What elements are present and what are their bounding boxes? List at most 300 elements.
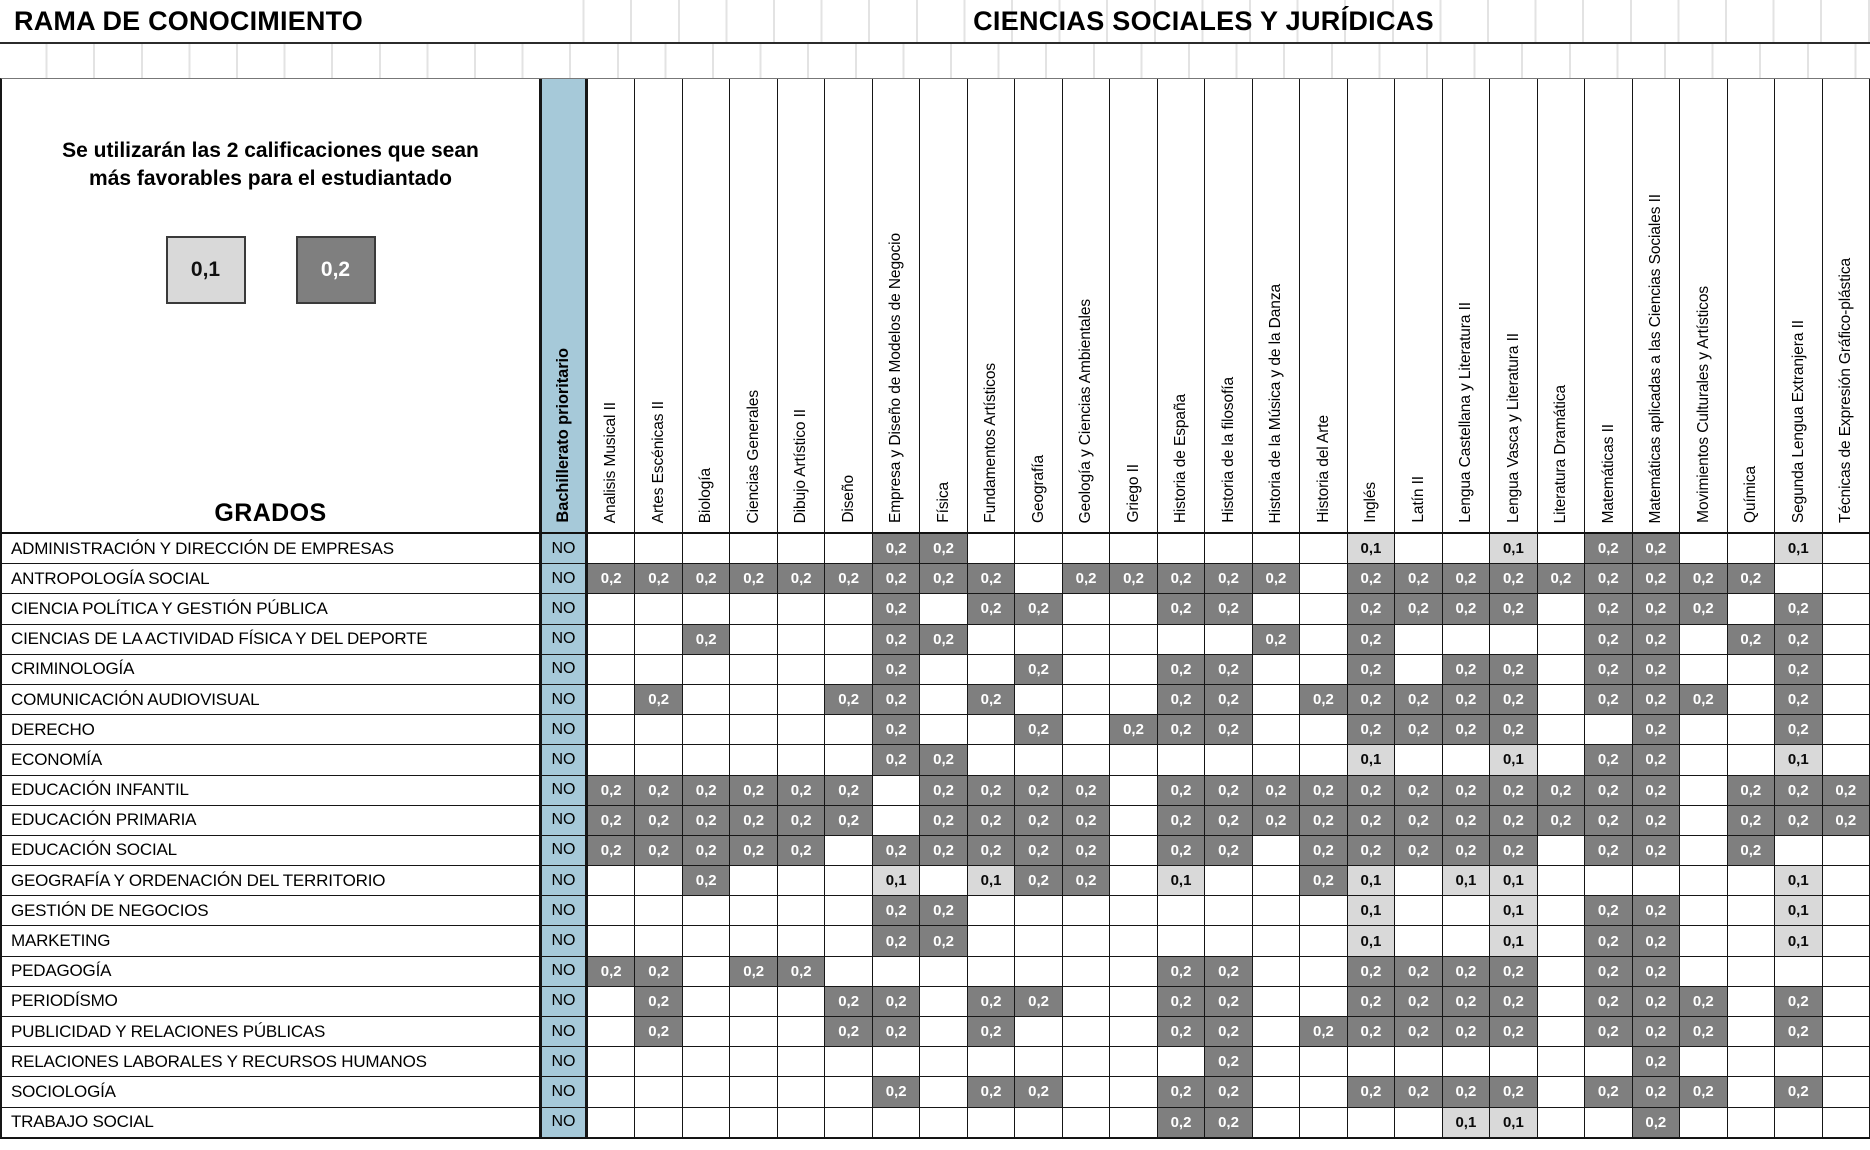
empty-weight-cell — [1110, 866, 1157, 896]
empty-weight-cell — [1158, 926, 1205, 956]
weight-cell: 0,2 — [1348, 987, 1395, 1017]
empty-weight-cell — [1680, 745, 1727, 775]
weight-cell: 0,2 — [1728, 836, 1775, 866]
grade-row-label: PERIODÍSMO — [2, 987, 539, 1017]
empty-weight-cell — [920, 594, 967, 624]
empty-weight-cell — [1728, 685, 1775, 715]
empty-weight-cell — [920, 866, 967, 896]
weight-cell: 0,2 — [1063, 836, 1110, 866]
empty-weight-cell — [1443, 534, 1490, 564]
empty-weight-cell — [730, 715, 777, 745]
empty-weight-cell — [588, 1108, 635, 1138]
empty-weight-cell — [1823, 836, 1870, 866]
subject-header — [1348, 79, 1395, 534]
empty-weight-cell — [1300, 745, 1347, 775]
empty-weight-cell — [825, 534, 872, 564]
empty-weight-cell — [968, 534, 1015, 564]
subject-header-label: Historia de la filosofía — [1219, 377, 1237, 523]
weight-cell: 0,2 — [1063, 806, 1110, 836]
weight-cell: 0,2 — [1680, 1017, 1727, 1047]
empty-weight-cell — [1015, 564, 1062, 594]
weight-cell: 0,2 — [1490, 655, 1537, 685]
empty-weight-cell — [825, 594, 872, 624]
weight-cell: 0,2 — [730, 776, 777, 806]
empty-weight-cell — [635, 534, 682, 564]
empty-weight-cell — [588, 745, 635, 775]
empty-weight-cell — [825, 1077, 872, 1107]
subject-header-label: Técnicas de Expresión Gráfico-plástica — [1837, 258, 1854, 523]
bachillerato-cell: NO — [539, 745, 588, 775]
empty-weight-cell — [1253, 685, 1300, 715]
empty-weight-cell — [1538, 1047, 1585, 1077]
weight-cell: 0,2 — [778, 806, 825, 836]
weight-cell: 0,2 — [588, 776, 635, 806]
weight-cell: 0,2 — [1158, 1017, 1205, 1047]
weight-cell: 0,2 — [1158, 987, 1205, 1017]
weight-cell: 0,2 — [1585, 534, 1632, 564]
weight-cell: 0,1 — [1443, 1108, 1490, 1138]
weight-cell: 0,2 — [588, 806, 635, 836]
weight-cell: 0,2 — [1158, 1108, 1205, 1138]
weight-cell: 0,2 — [1015, 836, 1062, 866]
weight-cell: 0,2 — [1775, 625, 1822, 655]
weight-cell: 0,2 — [1205, 1077, 1252, 1107]
empty-weight-cell — [1205, 745, 1252, 775]
weight-cell: 0,2 — [1395, 1017, 1442, 1047]
bachillerato-cell: NO — [539, 926, 588, 956]
weight-cell: 0,2 — [1633, 1047, 1680, 1077]
empty-weight-cell — [1063, 1017, 1110, 1047]
weight-cell: 0,2 — [1443, 1077, 1490, 1107]
weight-cell: 0,2 — [1063, 564, 1110, 594]
weight-cell: 0,1 — [1158, 866, 1205, 896]
weight-cell: 0,2 — [1490, 1077, 1537, 1107]
empty-weight-cell — [1538, 655, 1585, 685]
empty-weight-cell — [778, 866, 825, 896]
empty-weight-cell — [1205, 926, 1252, 956]
weight-cell: 0,2 — [1728, 625, 1775, 655]
subject-header-label: Ciencias Generales — [744, 389, 762, 523]
weight-cell: 0,2 — [1300, 1017, 1347, 1047]
bachillerato-cell: NO — [539, 1077, 588, 1107]
bachillerato-header-label: Bachillerato prioritario — [554, 348, 573, 523]
empty-weight-cell — [1253, 926, 1300, 956]
subject-header — [873, 79, 920, 534]
weight-cell: 0,2 — [873, 685, 920, 715]
weight-cell: 0,2 — [1395, 1077, 1442, 1107]
empty-weight-cell — [1680, 625, 1727, 655]
weight-cell: 0,2 — [1348, 836, 1395, 866]
weight-cell: 0,2 — [1300, 685, 1347, 715]
weight-cell: 0,2 — [1680, 1077, 1727, 1107]
weight-cell: 0,2 — [1538, 776, 1585, 806]
empty-weight-cell — [1680, 896, 1727, 926]
weight-cell: 0,2 — [825, 776, 872, 806]
empty-weight-cell — [968, 625, 1015, 655]
empty-weight-cell — [1538, 745, 1585, 775]
weight-cell: 0,2 — [1253, 564, 1300, 594]
grade-row-label: CIENCIA POLÍTICA Y GESTIÓN PÚBLICA — [2, 594, 539, 624]
weight-cell: 0,2 — [1490, 594, 1537, 624]
weight-cell: 0,2 — [1633, 896, 1680, 926]
weight-cell: 0,2 — [1775, 655, 1822, 685]
empty-weight-cell — [778, 926, 825, 956]
weight-cell: 0,2 — [635, 836, 682, 866]
empty-weight-cell — [1110, 776, 1157, 806]
empty-weight-cell — [1538, 836, 1585, 866]
weight-cell: 0,2 — [1490, 836, 1537, 866]
subject-header — [825, 79, 872, 534]
weight-cell: 0,2 — [920, 564, 967, 594]
subject-header-label: Analisis Musical II — [602, 401, 620, 523]
weight-cell: 0,2 — [825, 1017, 872, 1047]
weight-cell: 0,2 — [1063, 866, 1110, 896]
empty-weight-cell — [588, 1017, 635, 1047]
bachillerato-cell: NO — [539, 655, 588, 685]
empty-weight-cell — [1728, 987, 1775, 1017]
empty-weight-cell — [1680, 776, 1727, 806]
empty-weight-cell — [1063, 1108, 1110, 1138]
empty-weight-cell — [730, 745, 777, 775]
weight-cell: 0,2 — [1443, 806, 1490, 836]
empty-weight-cell — [1253, 594, 1300, 624]
subject-header — [1823, 79, 1870, 534]
weight-cell: 0,2 — [873, 655, 920, 685]
weight-cell: 0,2 — [683, 625, 730, 655]
weight-cell: 0,2 — [635, 776, 682, 806]
empty-weight-cell — [1823, 1017, 1870, 1047]
empty-weight-cell — [1728, 1108, 1775, 1138]
empty-weight-cell — [1823, 1047, 1870, 1077]
weight-cell: 0,2 — [1205, 655, 1252, 685]
empty-weight-cell — [1110, 625, 1157, 655]
empty-weight-cell — [778, 594, 825, 624]
weight-cell: 0,2 — [1585, 685, 1632, 715]
empty-weight-cell — [825, 926, 872, 956]
grade-row-label: SOCIOLOGÍA — [2, 1077, 539, 1107]
weight-cell: 0,1 — [1490, 745, 1537, 775]
weight-cell: 0,1 — [1775, 926, 1822, 956]
empty-weight-cell — [1253, 1047, 1300, 1077]
empty-weight-cell — [1538, 715, 1585, 745]
subject-header — [1728, 79, 1775, 534]
empty-weight-cell — [1158, 1047, 1205, 1077]
empty-weight-cell — [1015, 745, 1062, 775]
weight-cell: 0,2 — [1348, 655, 1395, 685]
empty-weight-cell — [1253, 1017, 1300, 1047]
empty-weight-cell — [1015, 1047, 1062, 1077]
bachillerato-cell: NO — [539, 715, 588, 745]
weight-cell: 0,2 — [1348, 564, 1395, 594]
empty-weight-cell — [1110, 836, 1157, 866]
subject-header — [730, 79, 777, 534]
empty-weight-cell — [1538, 957, 1585, 987]
weight-cell: 0,2 — [1395, 957, 1442, 987]
weight-cell: 0,2 — [635, 564, 682, 594]
empty-weight-cell — [1110, 594, 1157, 624]
empty-weight-cell — [825, 1108, 872, 1138]
empty-weight-cell — [1728, 1047, 1775, 1077]
weight-cell: 0,2 — [1585, 594, 1632, 624]
weight-cell: 0,2 — [1633, 987, 1680, 1017]
empty-weight-cell — [968, 957, 1015, 987]
bachillerato-cell: NO — [539, 534, 588, 564]
empty-weight-cell — [1728, 896, 1775, 926]
empty-weight-cell — [920, 1017, 967, 1047]
empty-weight-cell — [683, 926, 730, 956]
weight-cell: 0,2 — [920, 926, 967, 956]
empty-weight-cell — [588, 685, 635, 715]
subject-header-label: Historia de la Música y de la Danza — [1267, 283, 1285, 523]
empty-weight-cell — [968, 1108, 1015, 1138]
empty-weight-cell — [1775, 957, 1822, 987]
empty-weight-cell — [588, 926, 635, 956]
empty-weight-cell — [635, 625, 682, 655]
empty-weight-cell — [1015, 926, 1062, 956]
weight-cell: 0,2 — [968, 1077, 1015, 1107]
empty-weight-cell — [683, 1017, 730, 1047]
empty-weight-cell — [1158, 625, 1205, 655]
weight-cell: 0,2 — [1633, 806, 1680, 836]
empty-weight-cell — [1585, 1108, 1632, 1138]
empty-weight-cell — [825, 836, 872, 866]
weight-cell: 0,2 — [1633, 564, 1680, 594]
weight-cell: 0,2 — [1585, 926, 1632, 956]
weight-cell: 0,2 — [683, 866, 730, 896]
empty-weight-cell — [1300, 715, 1347, 745]
empty-weight-cell — [1110, 806, 1157, 836]
weight-cell: 0,1 — [873, 866, 920, 896]
empty-weight-cell — [1395, 926, 1442, 956]
title-row — [0, 0, 1870, 44]
weight-cell: 0,2 — [588, 564, 635, 594]
subject-header-label: Matemáticas II — [1599, 423, 1617, 523]
weight-cell: 0,2 — [1728, 806, 1775, 836]
empty-weight-cell — [1728, 926, 1775, 956]
empty-weight-cell — [1395, 1047, 1442, 1077]
weight-cell: 0,2 — [873, 1077, 920, 1107]
empty-weight-cell — [1395, 655, 1442, 685]
weight-cell: 0,2 — [873, 896, 920, 926]
weight-cell: 0,2 — [873, 564, 920, 594]
empty-weight-cell — [1158, 745, 1205, 775]
weight-cell: 0,2 — [968, 836, 1015, 866]
weight-cell: 0,2 — [730, 806, 777, 836]
empty-weight-cell — [968, 655, 1015, 685]
weight-cell: 0,2 — [1775, 1077, 1822, 1107]
empty-weight-cell — [1443, 926, 1490, 956]
empty-weight-cell — [968, 926, 1015, 956]
grade-row-label: CIENCIAS DE LA ACTIVIDAD FÍSICA Y DEL DEPORTE — [2, 625, 539, 655]
empty-weight-cell — [1585, 1047, 1632, 1077]
weight-cell: 0,2 — [1680, 685, 1727, 715]
empty-weight-cell — [1300, 625, 1347, 655]
weight-cell: 0,2 — [1585, 655, 1632, 685]
weight-cell: 0,2 — [873, 625, 920, 655]
empty-weight-cell — [1253, 655, 1300, 685]
weight-cell: 0,1 — [1490, 866, 1537, 896]
weight-cell: 0,2 — [873, 836, 920, 866]
weight-cell: 0,2 — [683, 776, 730, 806]
weight-cell: 0,1 — [1490, 1108, 1537, 1138]
grade-row-label: RELACIONES LABORALES Y RECURSOS HUMANOS — [2, 1047, 539, 1077]
grade-row-label: ANTROPOLOGÍA SOCIAL — [2, 564, 539, 594]
empty-weight-cell — [1063, 534, 1110, 564]
empty-weight-cell — [1110, 926, 1157, 956]
empty-weight-cell — [1348, 1108, 1395, 1138]
weight-cell: 0,2 — [1300, 806, 1347, 836]
empty-weight-cell — [1395, 745, 1442, 775]
grade-row-label: EDUCACIÓN INFANTIL — [2, 776, 539, 806]
empty-weight-cell — [730, 1047, 777, 1077]
empty-weight-cell — [730, 534, 777, 564]
empty-weight-cell — [1728, 866, 1775, 896]
empty-weight-cell — [1538, 625, 1585, 655]
empty-weight-cell — [730, 987, 777, 1017]
weight-cell: 0,2 — [873, 534, 920, 564]
weight-cell: 0,2 — [635, 685, 682, 715]
subject-header-label: Empresa y Diseño de Modelos de Negocio — [887, 233, 905, 523]
empty-weight-cell — [1300, 926, 1347, 956]
weight-cell: 0,2 — [1633, 1077, 1680, 1107]
grade-row-label: MARKETING — [2, 926, 539, 956]
empty-weight-cell — [1300, 957, 1347, 987]
weight-cell: 0,2 — [1300, 836, 1347, 866]
weight-cell: 0,2 — [1205, 957, 1252, 987]
empty-weight-cell — [1110, 1077, 1157, 1107]
empty-weight-cell — [920, 715, 967, 745]
bachillerato-cell: NO — [539, 1017, 588, 1047]
weight-cell: 0,2 — [1158, 836, 1205, 866]
empty-weight-cell — [1538, 926, 1585, 956]
empty-weight-cell — [1823, 1108, 1870, 1138]
empty-weight-cell — [1443, 1047, 1490, 1077]
weight-cell: 0,2 — [968, 987, 1015, 1017]
subject-header — [683, 79, 730, 534]
empty-weight-cell — [1063, 625, 1110, 655]
weight-cell: 0,2 — [778, 776, 825, 806]
weight-cell: 0,2 — [1395, 806, 1442, 836]
empty-weight-cell — [730, 896, 777, 926]
weight-cell: 0,2 — [1585, 1017, 1632, 1047]
weight-cell: 0,2 — [1015, 1077, 1062, 1107]
empty-weight-cell — [588, 534, 635, 564]
weight-cell: 0,2 — [1253, 625, 1300, 655]
empty-weight-cell — [1063, 926, 1110, 956]
weight-cell: 0,2 — [1728, 776, 1775, 806]
empty-weight-cell — [635, 1077, 682, 1107]
empty-weight-cell — [683, 715, 730, 745]
empty-weight-cell — [635, 866, 682, 896]
empty-weight-cell — [1063, 685, 1110, 715]
empty-weight-cell — [1063, 594, 1110, 624]
weight-cell: 0,2 — [920, 776, 967, 806]
empty-weight-cell — [588, 655, 635, 685]
bachillerato-cell: NO — [539, 836, 588, 866]
empty-weight-cell — [730, 625, 777, 655]
empty-weight-cell — [1300, 1108, 1347, 1138]
empty-weight-cell — [683, 685, 730, 715]
empty-weight-cell — [778, 1017, 825, 1047]
empty-weight-cell — [1205, 866, 1252, 896]
empty-weight-cell — [1728, 745, 1775, 775]
empty-weight-cell — [1823, 1077, 1870, 1107]
weight-cell: 0,2 — [1348, 594, 1395, 624]
empty-weight-cell — [1680, 866, 1727, 896]
empty-weight-cell — [1823, 564, 1870, 594]
subject-header-label: Latín II — [1409, 476, 1427, 523]
empty-weight-cell — [968, 745, 1015, 775]
bachillerato-cell: NO — [539, 1108, 588, 1138]
empty-weight-cell — [873, 776, 920, 806]
empty-weight-cell — [1823, 866, 1870, 896]
weight-cell: 0,2 — [1490, 564, 1537, 594]
weight-cell: 0,2 — [1775, 715, 1822, 745]
empty-weight-cell — [1015, 896, 1062, 926]
weight-cell: 0,2 — [730, 957, 777, 987]
weight-cell: 0,2 — [1633, 1108, 1680, 1138]
weight-cell: 0,2 — [1585, 564, 1632, 594]
bachillerato-cell: NO — [539, 685, 588, 715]
empty-weight-cell — [1538, 866, 1585, 896]
weight-cell: 0,2 — [1205, 987, 1252, 1017]
empty-weight-cell — [1063, 745, 1110, 775]
weight-cell: 0,2 — [1585, 776, 1632, 806]
weight-cell: 0,2 — [1490, 685, 1537, 715]
ciencias-sociales-title: CIENCIAS SOCIALES Y JURÍDICAS — [537, 0, 1870, 42]
weight-cell: 0,2 — [683, 806, 730, 836]
empty-weight-cell — [588, 896, 635, 926]
empty-weight-cell — [1110, 957, 1157, 987]
bottom-margin — [0, 1138, 1870, 1150]
weight-cell: 0,2 — [1775, 776, 1822, 806]
weight-cell: 0,2 — [873, 715, 920, 745]
empty-weight-cell — [920, 1077, 967, 1107]
grade-row-label: COMUNICACIÓN AUDIOVISUAL — [2, 685, 539, 715]
empty-weight-cell — [1823, 896, 1870, 926]
weight-cell: 0,2 — [968, 806, 1015, 836]
legend-value-02: 0,2 — [320, 258, 351, 282]
weight-cell: 0,2 — [1443, 594, 1490, 624]
weight-cell: 0,2 — [1585, 836, 1632, 866]
empty-weight-cell — [1063, 1077, 1110, 1107]
weight-cell: 0,2 — [588, 957, 635, 987]
empty-weight-cell — [1680, 926, 1727, 956]
weight-cell: 0,1 — [1348, 534, 1395, 564]
weight-cell: 0,2 — [1015, 987, 1062, 1017]
weight-cell: 0,2 — [825, 806, 872, 836]
empty-weight-cell — [1823, 745, 1870, 775]
empty-weight-cell — [1443, 625, 1490, 655]
empty-weight-cell — [1490, 625, 1537, 655]
empty-weight-cell — [1253, 866, 1300, 896]
weight-cell: 0,2 — [1158, 715, 1205, 745]
weight-cell: 0,1 — [1775, 896, 1822, 926]
weight-cell: 0,1 — [1348, 866, 1395, 896]
weight-cell: 0,2 — [968, 594, 1015, 624]
weight-cell: 0,2 — [1395, 776, 1442, 806]
empty-weight-cell — [635, 715, 682, 745]
subject-header — [1395, 79, 1442, 534]
grade-row-label: PUBLICIDAD Y RELACIONES PÚBLICAS — [2, 1017, 539, 1047]
weight-cell: 0,2 — [1775, 1017, 1822, 1047]
empty-weight-cell — [1253, 896, 1300, 926]
grade-row-label: DERECHO — [2, 715, 539, 745]
empty-weight-cell — [1775, 1108, 1822, 1138]
empty-weight-cell — [1538, 896, 1585, 926]
empty-weight-cell — [920, 1108, 967, 1138]
weight-cell: 0,2 — [730, 564, 777, 594]
